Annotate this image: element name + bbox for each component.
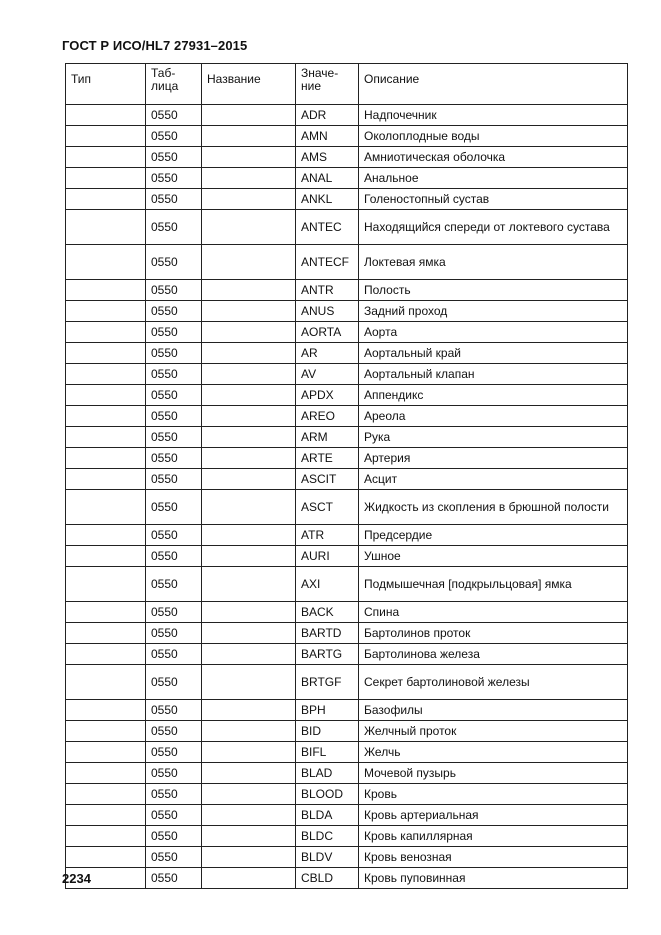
- cell-description: Ареола: [359, 406, 628, 427]
- cell-type: [66, 623, 146, 644]
- cell-description: Ушное: [359, 546, 628, 567]
- cell-type: [66, 322, 146, 343]
- cell-type: [66, 343, 146, 364]
- cell-table: 0550: [146, 105, 202, 126]
- cell-table: 0550: [146, 546, 202, 567]
- cell-description: Аорта: [359, 322, 628, 343]
- cell-value: BLDC: [296, 826, 359, 847]
- cell-value: AR: [296, 343, 359, 364]
- cell-table: 0550: [146, 126, 202, 147]
- cell-name: [202, 784, 296, 805]
- table-row: [66, 742, 628, 763]
- table-row: [66, 406, 628, 427]
- cell-description: Асцит: [359, 469, 628, 490]
- column-header-value: [296, 64, 359, 105]
- table-row: [66, 805, 628, 826]
- cell-type: [66, 826, 146, 847]
- cell-name: [202, 763, 296, 784]
- cell-name: [202, 448, 296, 469]
- cell-table: 0550: [146, 623, 202, 644]
- table-row: [66, 567, 628, 602]
- cell-description: Предсердие: [359, 525, 628, 546]
- cell-description: Мочевой пузырь: [359, 763, 628, 784]
- cell-type: [66, 168, 146, 189]
- cell-value: AXI: [296, 567, 359, 602]
- cell-value: AMS: [296, 147, 359, 168]
- cell-name: [202, 742, 296, 763]
- cell-name: [202, 105, 296, 126]
- cell-name: [202, 567, 296, 602]
- cell-name: [202, 623, 296, 644]
- cell-table: 0550: [146, 567, 202, 602]
- cell-value: ARTE: [296, 448, 359, 469]
- cell-type: [66, 784, 146, 805]
- cell-type: [66, 525, 146, 546]
- cell-description: Жидкость из скопления в брюшной полости: [359, 490, 628, 525]
- cell-description: Околоплодные воды: [359, 126, 628, 147]
- cell-table: 0550: [146, 469, 202, 490]
- table-row: [66, 168, 628, 189]
- cell-table: 0550: [146, 490, 202, 525]
- code-table: [65, 63, 628, 889]
- cell-type: [66, 245, 146, 280]
- cell-description: Базофилы: [359, 700, 628, 721]
- cell-value: ASCIT: [296, 469, 359, 490]
- cell-table: 0550: [146, 721, 202, 742]
- cell-name: [202, 700, 296, 721]
- cell-name: [202, 546, 296, 567]
- table-row: [66, 602, 628, 623]
- cell-type: [66, 602, 146, 623]
- cell-description: Амниотическая оболочка: [359, 147, 628, 168]
- column-header-type: Тип: [66, 64, 146, 105]
- cell-table: 0550: [146, 448, 202, 469]
- cell-name: [202, 210, 296, 245]
- cell-type: [66, 490, 146, 525]
- table-row: [66, 280, 628, 301]
- cell-type: [66, 546, 146, 567]
- cell-type: [66, 385, 146, 406]
- cell-type: [66, 448, 146, 469]
- table-row: [66, 364, 628, 385]
- cell-value: APDX: [296, 385, 359, 406]
- cell-name: [202, 525, 296, 546]
- cell-value: ANUS: [296, 301, 359, 322]
- cell-table: 0550: [146, 147, 202, 168]
- cell-description: Задний проход: [359, 301, 628, 322]
- table-row: [66, 448, 628, 469]
- cell-type: [66, 742, 146, 763]
- cell-description: Бартолинова железа: [359, 644, 628, 665]
- table-row: [66, 245, 628, 280]
- cell-table: 0550: [146, 826, 202, 847]
- cell-table: 0550: [146, 847, 202, 868]
- cell-table: 0550: [146, 210, 202, 245]
- cell-description: Аппендикс: [359, 385, 628, 406]
- cell-description: Аортальный край: [359, 343, 628, 364]
- cell-name: [202, 147, 296, 168]
- cell-value: BLDA: [296, 805, 359, 826]
- cell-value: BARTD: [296, 623, 359, 644]
- cell-value: AORTA: [296, 322, 359, 343]
- cell-description: Кровь пуповинная: [359, 868, 628, 889]
- cell-name: [202, 245, 296, 280]
- column-header-description: Описание: [359, 64, 628, 105]
- cell-value: BLDV: [296, 847, 359, 868]
- cell-value: AMN: [296, 126, 359, 147]
- table-row: [66, 147, 628, 168]
- table-row: [66, 644, 628, 665]
- cell-description: Анальное: [359, 168, 628, 189]
- cell-table: 0550: [146, 343, 202, 364]
- cell-value: BRTGF: [296, 665, 359, 700]
- cell-table: 0550: [146, 385, 202, 406]
- cell-name: [202, 469, 296, 490]
- cell-table: 0550: [146, 322, 202, 343]
- cell-name: [202, 721, 296, 742]
- cell-table: 0550: [146, 665, 202, 700]
- cell-type: [66, 147, 146, 168]
- header-row: [66, 64, 628, 105]
- cell-type: [66, 469, 146, 490]
- table-row: [66, 525, 628, 546]
- cell-value: BACK: [296, 602, 359, 623]
- cell-value: BIFL: [296, 742, 359, 763]
- cell-table: 0550: [146, 168, 202, 189]
- cell-description: Желчь: [359, 742, 628, 763]
- cell-value: ANTECF: [296, 245, 359, 280]
- cell-value: ATR: [296, 525, 359, 546]
- table-row: [66, 826, 628, 847]
- document-header: ГОСТ Р ИСО/HL7 27931–2015: [62, 38, 248, 53]
- cell-table: 0550: [146, 189, 202, 210]
- column-header-value-line2: ние: [301, 79, 322, 93]
- table-row: [66, 210, 628, 245]
- cell-type: [66, 406, 146, 427]
- cell-description: Подмышечная [подкрыльцовая] ямка: [359, 567, 628, 602]
- page-number: 2234: [62, 871, 91, 886]
- table-row: [66, 700, 628, 721]
- cell-name: [202, 343, 296, 364]
- table-row: [66, 546, 628, 567]
- cell-table: 0550: [146, 805, 202, 826]
- table-row: [66, 665, 628, 700]
- cell-table: 0550: [146, 280, 202, 301]
- cell-name: [202, 847, 296, 868]
- column-header-name: Название: [202, 64, 296, 105]
- table-row: [66, 301, 628, 322]
- cell-table: 0550: [146, 868, 202, 889]
- cell-type: [66, 763, 146, 784]
- cell-table: 0550: [146, 301, 202, 322]
- cell-value: BID: [296, 721, 359, 742]
- cell-type: [66, 210, 146, 245]
- cell-value: ASCT: [296, 490, 359, 525]
- cell-name: [202, 826, 296, 847]
- cell-type: [66, 567, 146, 602]
- cell-description: Рука: [359, 427, 628, 448]
- cell-description: Находящийся спереди от локтевого сустава: [359, 210, 628, 245]
- cell-description: Кровь: [359, 784, 628, 805]
- column-header-table-line2: лица: [151, 79, 179, 93]
- cell-type: [66, 126, 146, 147]
- cell-type: [66, 105, 146, 126]
- cell-type: [66, 847, 146, 868]
- cell-name: [202, 665, 296, 700]
- cell-table: 0550: [146, 644, 202, 665]
- cell-type: [66, 644, 146, 665]
- cell-description: Секрет бартолиновой железы: [359, 665, 628, 700]
- cell-table: 0550: [146, 742, 202, 763]
- cell-value: ANTEC: [296, 210, 359, 245]
- cell-name: [202, 490, 296, 525]
- table-row: [66, 784, 628, 805]
- table-row: [66, 427, 628, 448]
- cell-description: Спина: [359, 602, 628, 623]
- cell-type: [66, 721, 146, 742]
- table-row: [66, 189, 628, 210]
- cell-value: ANAL: [296, 168, 359, 189]
- cell-description: Голеностопный сустав: [359, 189, 628, 210]
- table-row: [66, 490, 628, 525]
- cell-value: BPH: [296, 700, 359, 721]
- table-row: [66, 343, 628, 364]
- cell-type: [66, 301, 146, 322]
- cell-description: Локтевая ямка: [359, 245, 628, 280]
- cell-name: [202, 427, 296, 448]
- table-row: [66, 385, 628, 406]
- cell-value: AREO: [296, 406, 359, 427]
- cell-description: Желчный проток: [359, 721, 628, 742]
- cell-name: [202, 602, 296, 623]
- cell-value: ARM: [296, 427, 359, 448]
- cell-table: 0550: [146, 406, 202, 427]
- cell-name: [202, 644, 296, 665]
- cell-value: ANTR: [296, 280, 359, 301]
- table-row: [66, 105, 628, 126]
- table-header: [66, 64, 628, 105]
- cell-table: 0550: [146, 763, 202, 784]
- cell-value: BLAD: [296, 763, 359, 784]
- cell-description: Артерия: [359, 448, 628, 469]
- table-row: [66, 623, 628, 644]
- cell-table: 0550: [146, 525, 202, 546]
- column-header-table: [146, 64, 202, 105]
- column-header-value-line1: Значе-: [301, 66, 339, 80]
- cell-name: [202, 805, 296, 826]
- cell-description: Полость: [359, 280, 628, 301]
- column-header-table-line1: Таб-: [151, 66, 176, 80]
- cell-type: [66, 700, 146, 721]
- cell-description: Надпочечник: [359, 105, 628, 126]
- cell-table: 0550: [146, 245, 202, 280]
- cell-name: [202, 406, 296, 427]
- table-row: [66, 721, 628, 742]
- cell-type: [66, 805, 146, 826]
- cell-type: [66, 665, 146, 700]
- table-row: [66, 469, 628, 490]
- cell-type: [66, 427, 146, 448]
- cell-value: AV: [296, 364, 359, 385]
- cell-name: [202, 168, 296, 189]
- table-row: [66, 126, 628, 147]
- cell-type: [66, 189, 146, 210]
- cell-table: 0550: [146, 364, 202, 385]
- cell-table: 0550: [146, 700, 202, 721]
- cell-name: [202, 385, 296, 406]
- cell-name: [202, 868, 296, 889]
- table-row: [66, 322, 628, 343]
- cell-table: 0550: [146, 602, 202, 623]
- table-row: [66, 847, 628, 868]
- cell-description: Аортальный клапан: [359, 364, 628, 385]
- cell-name: [202, 280, 296, 301]
- cell-value: BLOOD: [296, 784, 359, 805]
- cell-description: Кровь капиллярная: [359, 826, 628, 847]
- table-row: [66, 763, 628, 784]
- cell-description: Бартолинов проток: [359, 623, 628, 644]
- cell-value: ADR: [296, 105, 359, 126]
- cell-name: [202, 301, 296, 322]
- table-body: [66, 105, 628, 889]
- cell-name: [202, 364, 296, 385]
- cell-table: 0550: [146, 784, 202, 805]
- cell-value: AURI: [296, 546, 359, 567]
- table-row: [66, 868, 628, 889]
- cell-table: 0550: [146, 427, 202, 448]
- cell-name: [202, 189, 296, 210]
- cell-value: ANKL: [296, 189, 359, 210]
- cell-description: Кровь венозная: [359, 847, 628, 868]
- cell-description: Кровь артериальная: [359, 805, 628, 826]
- cell-name: [202, 322, 296, 343]
- cell-value: CBLD: [296, 868, 359, 889]
- cell-type: [66, 364, 146, 385]
- cell-type: [66, 280, 146, 301]
- cell-value: BARTG: [296, 644, 359, 665]
- cell-name: [202, 126, 296, 147]
